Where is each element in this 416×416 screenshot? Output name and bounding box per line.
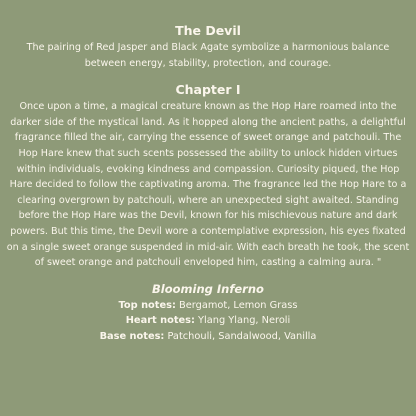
- chapter-text: Once upon a time, a magical creature known as the Hop Hare roamed into the darker side of the mystical land. As it hopped along the ancient paths, a delightful fragrance filled the air, carrying the essence of sweet orange and patchouli. The Hop Hare knew that such scents possessed the ability to unlock hidden virtues within individuals, evoking kindness and compassion. Curiosity piqued, the Hop Hare decided to follow the captivating aroma. The fragrance led the Hop Hare to a clearing overgrown by patchouli, where an unexpected sight awaited. Standing before the Hop Hare was the Devil, known for his mischievous nature and dark powers. But this time, the Devil wore a contemplative expression, his eyes fixated on a single sweet orange suspended in mid-air. With each breath he took, the scent of sweet orange and patchouli enveloped him, casting a calming aura. ": [6, 101, 410, 269]
- heart-notes-value: Ylang Ylang, Neroli: [198, 315, 291, 327]
- top-notes-label: Top notes:: [118, 299, 176, 311]
- top-notes: [6, 298, 410, 314]
- base-notes-label: Base notes:: [99, 330, 165, 342]
- chapter-heading: Chapter I: [175, 82, 241, 98]
- base-notes-value: Patchouli, Sandalwood, Vanilla: [167, 330, 317, 342]
- intro-text: The pairing of Red Jasper and Black Agate symbolize a harmonious balance between energy, stability, protection, and courage.: [26, 42, 390, 69]
- heart-notes-label: Heart notes:: [125, 315, 195, 327]
- base-notes: [6, 329, 410, 345]
- heart-notes: [6, 313, 410, 329]
- page-title: The Devil: [175, 23, 241, 38]
- top-notes-value: Bergamot, Lemon Grass: [179, 299, 298, 311]
- perfume-name: Blooming Inferno: [152, 281, 264, 296]
